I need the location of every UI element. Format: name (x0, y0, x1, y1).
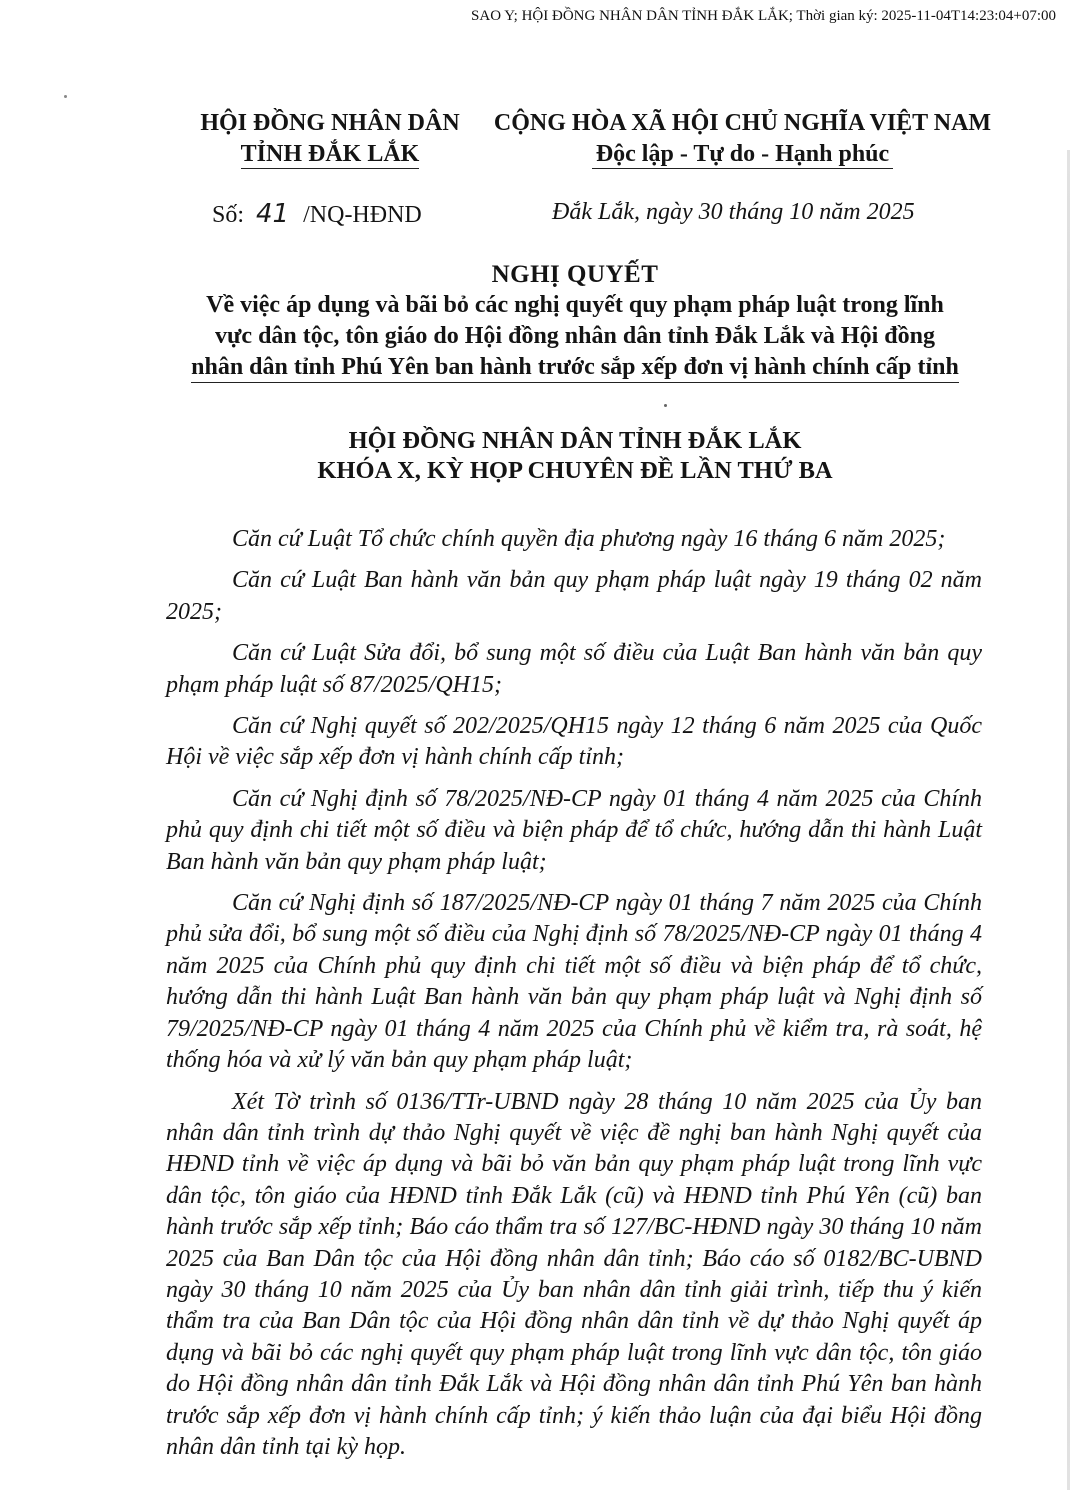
document-type: NGHỊ QUYẾT (491, 261, 659, 288)
doc-number-handwritten: 41 (256, 199, 290, 229)
authority-line-1: HỘI ĐỒNG NHÂN DÂN (200, 110, 460, 136)
document-subject (150, 290, 1000, 383)
legal-basis-paragraph: Căn cứ Luật Tổ chức chính quyền địa phương ngày 16 tháng 6 năm 2025; (232, 526, 946, 552)
scan-edge (1067, 150, 1070, 1490)
national-motto (490, 108, 995, 170)
council-heading (150, 426, 1000, 486)
council-name: HỘI ĐỒNG NHÂN DÂN TỈNH ĐẮK LẮK (348, 427, 802, 454)
issuing-authority (190, 108, 470, 170)
doc-number-prefix: Số: (212, 202, 245, 228)
consideration-paragraph: Xét Tờ trình số 0136/TTr-UBND ngày 28 tháng 10 năm 2025 của Ủy ban nhân dân tỉnh trình dự thảo Nghị quyết về việc đề nghị ban hành Nghị quyết của HĐND tỉnh về việc áp dụng và bãi bỏ văn bản quy phạm pháp luật trong lĩnh vực dân tộc, tôn giáo của HĐND tỉnh Đắk Lắk (cũ) và HĐND tỉnh Phú Yên (cũ) ban hành trước sắp xếp tỉnh; Báo cáo thẩm tra số 127/BC-HĐND ngày 30 tháng 10 năm 2025 của Ban Dân tộc của Hội đồng nhân dân tỉnh; Báo cáo số 0182/BC-UBND ngày 30 tháng 10 năm 2025 của Ủy ban nhân dân tỉnh giải trình, tiếp thu ý kiến thẩm tra của Ban Dân tộc của Hội đồng nhân dân tỉnh về dự thảo Nghị quyết áp dụng và bãi bỏ các nghị quyết quy phạm pháp luật trong lĩnh vực dân tộc, tôn giáo do Hội đồng nhân dân tỉnh Đắk Lắk và Hội đồng nhân dân tỉnh Phú Yên ban hành trước sắp xếp đơn vị hành chính cấp tỉnh; ý kiến thảo luận của đại biểu Hội đồng nhân dân tỉnh tại kỳ họp. (166, 1088, 982, 1460)
authority-line-2: TỈNH ĐẮK LẮK (240, 141, 420, 167)
subject-line-2: vực dân tộc, tôn giáo do Hội đồng nhân dân tỉnh Đắk Lắk và Hội đồng (215, 323, 935, 349)
legal-basis-paragraph: Căn cứ Luật Sửa đổi, bổ sung một số điều của Luật Ban hành văn bản quy phạm pháp luật số 87/2025/QH15; (166, 640, 982, 698)
subject-line-1: Về việc áp dụng và bãi bỏ các nghị quyết quy phạm pháp luật trong lĩnh (206, 292, 944, 318)
doc-number-suffix: /NQ-HĐND (303, 202, 422, 228)
nation-name: CỘNG HÒA XÃ HỘI CHỦ NGHĨA VIỆT NAM (493, 110, 992, 136)
council-session: KHÓA X, KỲ HỌP CHUYÊN ĐỀ LẦN THỨ BA (317, 457, 833, 484)
legal-basis-paragraph: Căn cứ Nghị định số 78/2025/NĐ-CP ngày 01 tháng 4 năm 2025 của Chính phủ quy định chi tiết một số điều và biện pháp để tổ chức, hướng dẫn thi hành Luật Ban hành văn bản quy phạm pháp luật; (166, 785, 982, 875)
legal-basis-paragraph: Căn cứ Nghị quyết số 202/2025/QH15 ngày 12 tháng 6 năm 2025 của Quốc Hội về việc sắp xếp đơn vị hành chính cấp tỉnh; (166, 713, 982, 771)
digital-signature-stamp: SAO Y; HỘI ĐỒNG NHÂN DÂN TỈNH ĐẮK LẮK; Thời gian ký: 2025-11-04T14:23:04+07:00 (471, 8, 1056, 24)
subject-line-3: nhân dân tỉnh Phú Yên ban hành trước sắp xếp đơn vị hành chính cấp tỉnh (150, 352, 1000, 383)
motto: Độc lập - Tự do - Hạnh phúc (490, 139, 995, 170)
place-and-date: Đắk Lắk, ngày 30 tháng 10 năm 2025 (552, 199, 915, 225)
legal-basis-paragraph: Căn cứ Nghị định số 187/2025/NĐ-CP ngày 01 tháng 7 năm 2025 của Chính phủ sửa đổi, bổ sung một số điều của Nghị định số 78/2025/NĐ-CP ngày 01 tháng 4 năm 2025 của Chính phủ quy định chi tiết một số điều và biện pháp để tổ chức, hướng dẫn thi hành Luật Ban hành văn bản quy phạm pháp luật và Nghị định số 79/2025/NĐ-CP ngày 01 tháng 4 năm 2025 của Chính phủ về kiểm tra, rà soát, hệ thống hóa và xử lý văn bản quy phạm pháp luật; (166, 890, 982, 1074)
scan-speck (664, 404, 667, 407)
legal-basis-paragraph: Căn cứ Luật Ban hành văn bản quy phạm pháp luật ngày 19 tháng 02 năm 2025; (166, 567, 982, 625)
document-number (212, 199, 422, 229)
legal-bases (166, 524, 982, 1473)
scan-speck (64, 95, 67, 98)
